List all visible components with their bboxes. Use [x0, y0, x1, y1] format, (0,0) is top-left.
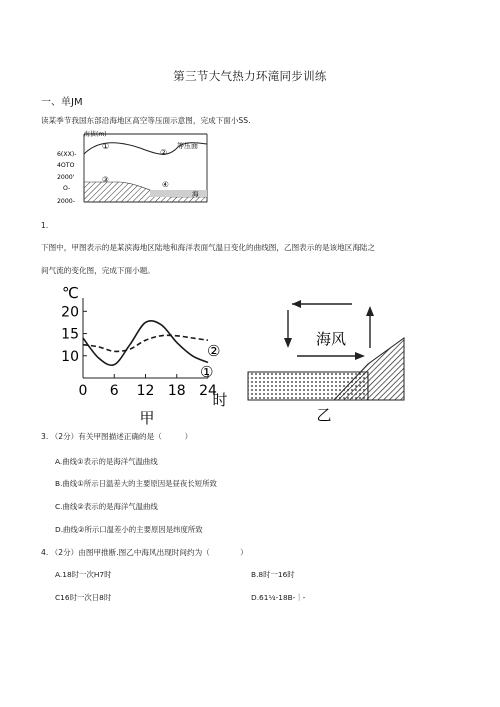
- isobar-diagram: [40, 130, 212, 208]
- x-tick-label: 12: [136, 383, 155, 399]
- diagram-yi: [242, 292, 412, 427]
- q4-option-b[interactable]: B.8时一16时: [251, 570, 295, 579]
- q3-option-b[interactable]: B.曲线①所示日温差大的主要原因是昼夜长短所致: [55, 479, 217, 488]
- x-unit-label: 时: [212, 391, 228, 409]
- label-3: ③: [102, 175, 109, 184]
- y-unit-label: ℃: [62, 284, 79, 302]
- y-label-0: O-: [63, 185, 71, 192]
- q4-option-c[interactable]: C16时一次日8时: [55, 593, 112, 602]
- x-tick-label: 18: [167, 383, 186, 399]
- sea-label: 海: [192, 190, 199, 198]
- curve-label-2: ②: [207, 342, 221, 360]
- question-4-stem: 4. （2分）由图甲推断.图乙中海风出现时间约为（ ）: [41, 548, 248, 557]
- y-label-neg2000: 2000-: [57, 198, 75, 205]
- y-tick-label: 15: [61, 326, 79, 343]
- isobar-label: 等压面: [177, 142, 198, 150]
- series-line-2: [83, 335, 208, 351]
- passage-line-2: 间气流的变化图，完成下面小题。: [41, 266, 155, 275]
- series-line-1: [83, 321, 208, 365]
- sea-breeze-label: 海风: [315, 330, 347, 348]
- q3-option-a[interactable]: A.曲线①表示的是海洋气温曲线: [55, 457, 158, 466]
- chart-jia: [50, 282, 240, 432]
- curve-label-1: ①: [200, 363, 214, 381]
- chart-jia-caption: 甲: [139, 409, 155, 427]
- intro-text: 读某季节我国东部沿海地区高空等压面示意图，完成下面小SS.: [41, 116, 251, 125]
- document-title: 第三节大气热力环滝同步训练: [173, 69, 327, 83]
- y-label-2000: 2000': [57, 174, 75, 181]
- question-3-stem: 3. （2分）有关甲图描述正确的是（ ）: [41, 432, 193, 441]
- x-tick-label: 24: [199, 383, 217, 399]
- q4-option-a[interactable]: A.18时一次H7时: [55, 570, 112, 579]
- label-4: ④: [162, 180, 169, 189]
- altitude-axis-label: 海拔(m): [84, 131, 107, 138]
- label-1: ①: [102, 142, 110, 151]
- y-tick-label: 10: [61, 348, 79, 365]
- q4-option-d[interactable]: D.61⅟₄-18B-｜-: [251, 593, 306, 602]
- x-tick-label: 0: [78, 383, 88, 399]
- section-heading: 一、单JM: [41, 97, 83, 108]
- q3-option-d[interactable]: D.曲线②所示口温差小的主要原因是纬度所致: [55, 525, 203, 534]
- passage-line-1: 下图中，甲图表示的是某滨海地区陆地和海洋表面气温日变化的曲线图，乙图表示的是该地区海陆之: [41, 243, 376, 252]
- question-1-number: 1.: [41, 221, 49, 230]
- q3-option-c[interactable]: C.曲线②表示的是海洋气温曲线: [55, 502, 158, 511]
- y-tick-label: 20: [61, 304, 79, 321]
- y-label-4000: 4OTO: [57, 162, 75, 169]
- label-2: ②: [160, 148, 168, 157]
- y-label-6000: 6(XX)-: [57, 151, 77, 158]
- x-tick-label: 6: [109, 383, 119, 399]
- diagram-yi-caption: 乙: [316, 406, 332, 424]
